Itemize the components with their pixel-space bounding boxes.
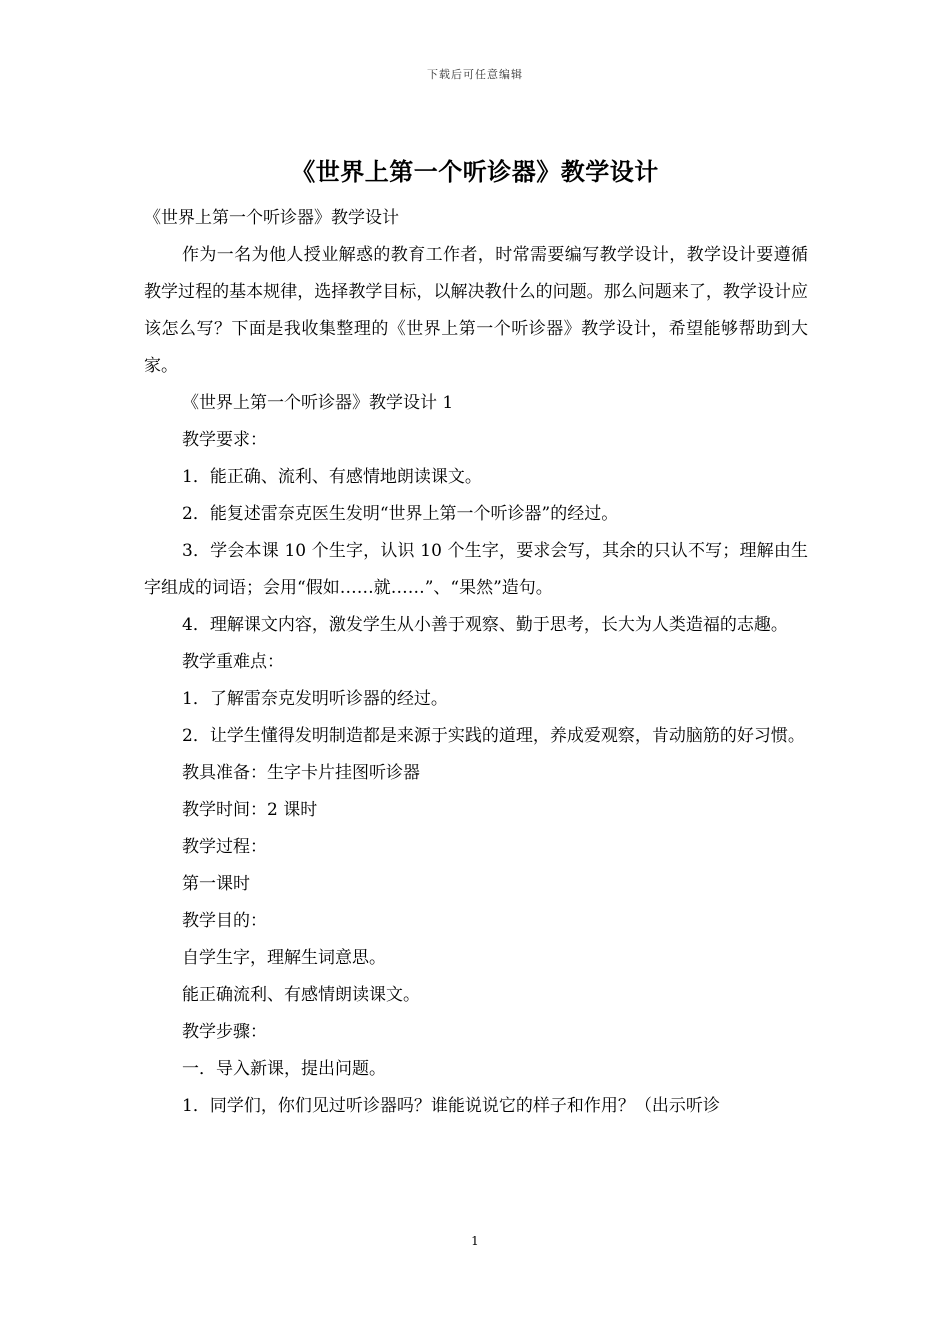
body-paragraph: 2．能复述雷奈克医生发明“世界上第一个听诊器”的经过。	[182, 504, 619, 524]
body-paragraph: 能正确流利、有感情朗读课文。	[182, 985, 420, 1005]
body-paragraph: 教学目的：	[182, 911, 267, 931]
body-paragraph: 第一课时	[182, 874, 250, 894]
body-paragraph: 2．让学生懂得发明制造都是来源于实践的道理，养成爱观察，肯动脑筋的好习惯。	[182, 726, 805, 746]
body-paragraph: 教学过程：	[182, 837, 267, 857]
body-paragraph: 3．学会本课 10 个生字，认识 10 个生字，要求会写，其余的只认不写；理解由生字组成的词语；会用“假如……就……”、“果然”造句。	[144, 541, 808, 598]
body-paragraph: 1．能正确、流利、有感情地朗读课文。	[182, 467, 482, 487]
body-paragraph: 教学时间：2 课时	[182, 800, 318, 820]
body-paragraph: 教具准备：生字卡片挂图听诊器	[182, 763, 420, 783]
body-paragraph: 教学重难点：	[182, 652, 284, 672]
body-paragraph: 1．了解雷奈克发明听诊器的经过。	[182, 689, 448, 709]
body-paragraph: 1．同学们，你们见过听诊器吗？谁能说说它的样子和作用？（出示听诊	[182, 1096, 720, 1116]
document-title: 《世界上第一个听诊器》教学设计	[291, 157, 659, 186]
body-paragraph: 《世界上第一个听诊器》教学设计	[144, 208, 399, 228]
page-number: 1	[471, 1234, 479, 1248]
body-paragraph: 自学生字，理解生词意思。	[182, 948, 386, 968]
header-note: 下载后可任意编辑	[427, 68, 523, 81]
body-paragraph: 作为一名为他人授业解惑的教育工作者，时常需要编写教学设计，教学设计要遵循教学过程的基本规律，选择教学目标，以解决教什么的问题。那么问题来了，教学设计应该怎么写？下面是我收集整理的《世界上第一个听诊器》教学设计，希望能够帮助到大家。	[144, 245, 808, 376]
body-paragraph: 《世界上第一个听诊器》教学设计 1	[182, 393, 454, 413]
body-paragraph: 一．导入新课，提出问题。	[182, 1059, 386, 1079]
body-paragraph: 教学要求：	[182, 430, 267, 450]
document-body	[144, 200, 808, 1125]
body-paragraph: 教学步骤：	[182, 1022, 267, 1042]
body-paragraph: 4．理解课文内容，激发学生从小善于观察、勤于思考，长大为人类造福的志趣。	[182, 615, 788, 635]
